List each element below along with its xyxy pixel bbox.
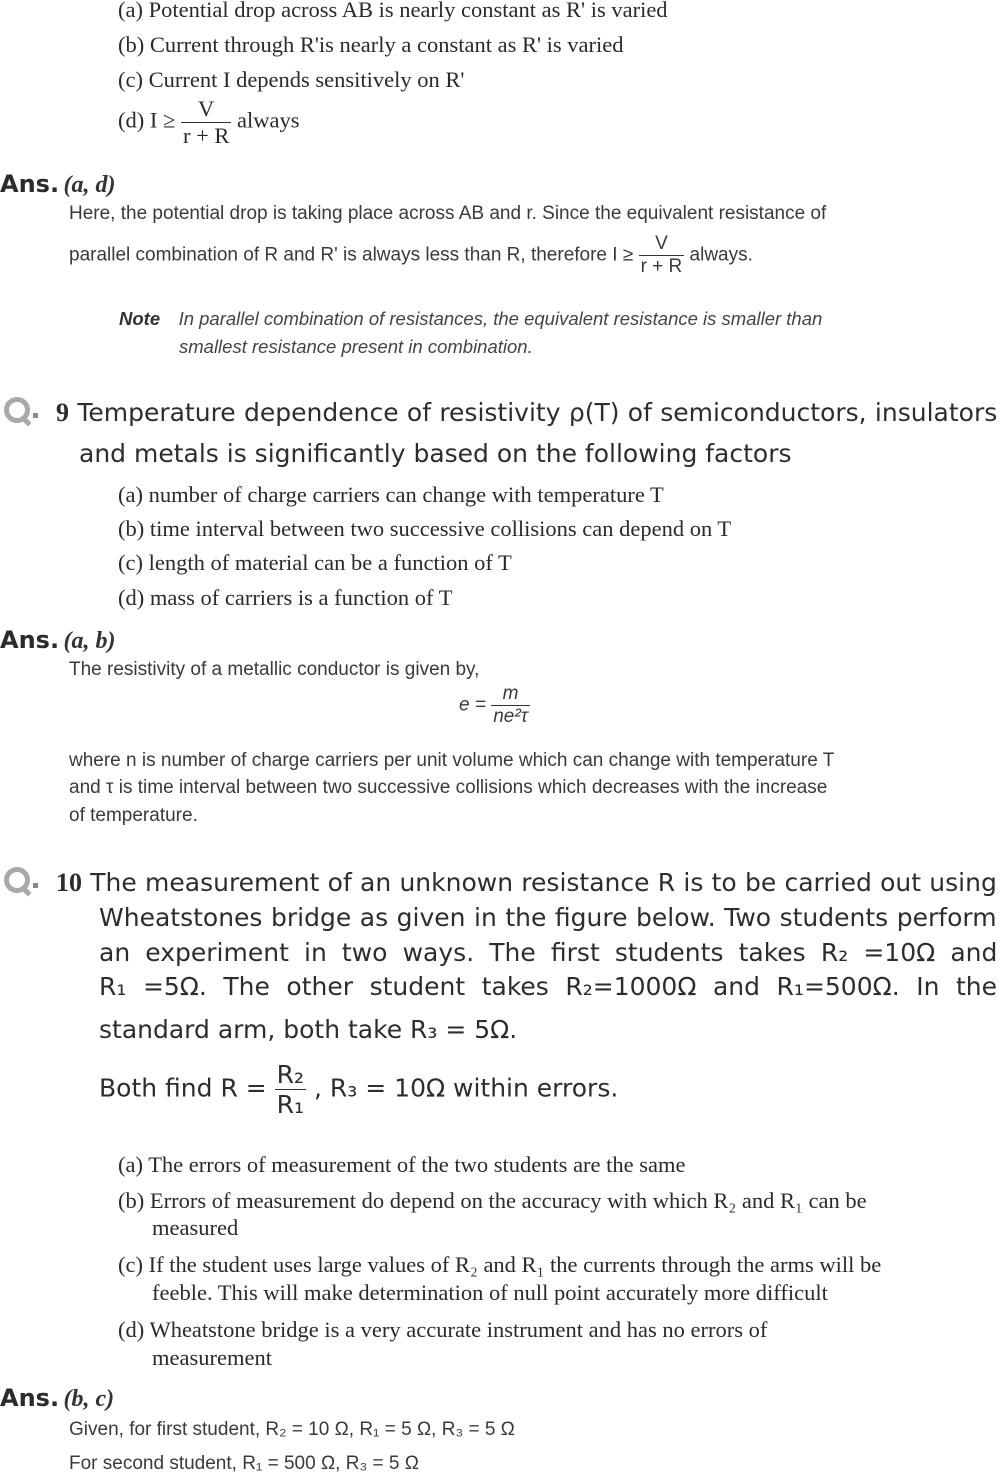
- question-10-text-1: The measurement of an unknown resistance R is to be carried out using: [90, 868, 997, 897]
- answer-value: (b, c): [63, 1386, 115, 1412]
- question-9-line-2: and metals is significantly based on the following factors: [79, 439, 792, 468]
- question-10-line-2: Wheatstones bridge as given in the figure below. Two students perform: [99, 903, 997, 932]
- answer-8-line-2-prefix: parallel combination of R and R' is always less than R, therefore I ≥: [69, 244, 634, 266]
- answer-9-equation: [459, 683, 530, 728]
- q10-option-d-line-2: measurement: [152, 1345, 272, 1370]
- answer-10-line-2: For second student, R₁ = 500 Ω, R₃ = 5 Ω: [69, 1453, 419, 1474]
- fraction-numerator: V: [198, 96, 215, 121]
- answer-value: (a, b): [63, 628, 116, 654]
- answer-10-heading: [0, 1384, 114, 1413]
- answer-9-line-3: and τ is time interval between two successive collisions which decreases with the increase: [69, 777, 828, 798]
- note-line-1: [119, 308, 822, 330]
- q8-option-a: (a) Potential drop across AB is nearly constant as R' is varied: [118, 0, 668, 22]
- q8-option-d-fraction: [181, 96, 231, 149]
- note-text: In parallel combination of resistances, the equivalent resistance is smaller than: [178, 308, 823, 329]
- question-icon: [4, 397, 30, 423]
- question-10-line-3: an experiment in two ways. The first students takes R₂ =10Ω and: [99, 938, 998, 967]
- equation-fraction: [491, 683, 530, 728]
- answer-9-heading: [0, 626, 116, 655]
- answer-value: (a, d): [63, 172, 116, 198]
- answer-8-line-1: Here, the potential drop is taking place across AB and r. Since the equivalent resistance of: [69, 203, 827, 224]
- q10-option-b-line-2: measured: [152, 1215, 239, 1240]
- answer-10-line-1: Given, for first student, R₂ = 10 Ω, R₁ = 5 Ω, R₃ = 5 Ω: [69, 1419, 515, 1440]
- question-icon: [4, 867, 30, 893]
- question-9-text-1: Temperature dependence of resistivity ρ(T) of semiconductors, insulators: [77, 398, 998, 427]
- question-10-line-5: standard arm, both take R₃ = 5Ω.: [99, 1015, 518, 1044]
- q9-option-b: (b) time interval between two successive collisions can depend on T: [118, 516, 732, 541]
- question-10-line-4: R₁ =5Ω. The other student takes R₂=1000Ω and R₁=500Ω. In the: [99, 972, 997, 1001]
- both-find-suffix: , R₃ = 10Ω within errors.: [314, 1073, 619, 1103]
- q10-option-c-line-1: (c) If the student uses large values of R₂ and R₁ the currents through the arms will be: [118, 1252, 882, 1277]
- fraction-denominator: ne²τ: [493, 706, 528, 727]
- fraction-numerator: V: [655, 233, 668, 254]
- q8-option-d: [118, 96, 300, 149]
- q10-option-a: (a) The errors of measurement of the two students are the same: [118, 1152, 686, 1177]
- q8-option-d-prefix: (d) I ≥: [118, 107, 176, 133]
- question-9-marker: [4, 397, 38, 423]
- both-find-fraction: [275, 1060, 306, 1119]
- fraction-numerator: R₂: [276, 1060, 305, 1089]
- q10-option-c-line-2: feeble. This will make determination of null point accurately more difficult: [152, 1280, 828, 1305]
- answer-9-line-1: The resistivity of a metallic conductor is given by,: [69, 659, 480, 680]
- answer-8-line-2-suffix: always.: [689, 244, 753, 266]
- both-find-prefix: Both find R =: [99, 1073, 267, 1103]
- question-10-marker: [4, 867, 38, 893]
- q8-option-b: (b) Current through R'is nearly a constant as R' is varied: [118, 32, 624, 57]
- fraction-denominator: R₁: [276, 1090, 305, 1119]
- note-line-2: smallest resistance present in combination.: [179, 336, 533, 357]
- q9-option-d: (d) mass of carriers is a function of T: [118, 585, 453, 610]
- question-10-both-find: [99, 1060, 618, 1119]
- answer-label: Ans.: [0, 170, 60, 198]
- answer-label: Ans.: [0, 626, 60, 654]
- fraction-denominator: r + R: [182, 123, 230, 148]
- fraction-numerator: m: [502, 683, 519, 704]
- q10-option-b-line-1: (b) Errors of measurement do depend on the accuracy with which R₂ and R₁ can be: [118, 1188, 867, 1213]
- q9-option-a: (a) number of charge carriers can change with temperature T: [118, 482, 664, 507]
- q9-option-c: (c) length of material can be a function of T: [118, 550, 512, 575]
- question-dot: [33, 883, 38, 888]
- answer-8-fraction: [639, 233, 685, 278]
- q8-option-c: (c) Current I depends sensitively on R': [118, 67, 465, 92]
- answer-9-line-4: of temperature.: [69, 805, 198, 826]
- question-dot: [33, 413, 38, 418]
- question-number: 10: [56, 868, 82, 897]
- answer-8-heading: [0, 170, 116, 199]
- q10-option-d-line-1: (d) Wheatstone bridge is a very accurate instrument and has no errors of: [118, 1317, 768, 1342]
- question-number: 9: [56, 398, 69, 427]
- equation-lhs: e =: [459, 694, 486, 716]
- answer-8-line-2: [69, 233, 753, 278]
- note-label: Note: [119, 308, 161, 329]
- answer-label: Ans.: [0, 1384, 60, 1412]
- answer-9-line-2: where n is number of charge carriers per unit volume which can change with temperature T: [69, 750, 835, 771]
- question-9-line-1: [56, 398, 997, 428]
- question-10-line-1: [56, 868, 997, 898]
- q8-option-d-suffix: always: [237, 107, 300, 133]
- fraction-denominator: r + R: [640, 256, 683, 277]
